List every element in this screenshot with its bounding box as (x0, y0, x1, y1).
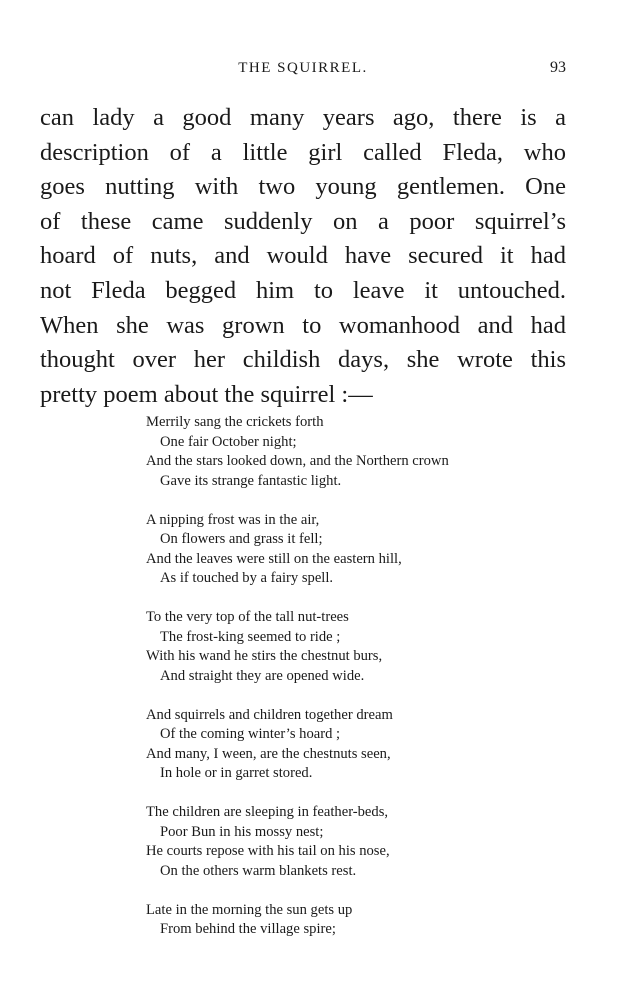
prose-line: can lady a good many years ago, there is a (40, 104, 566, 131)
poem-line: And squirrels and children together dream (146, 706, 393, 723)
poem-stanza (146, 608, 566, 686)
poem-line: With his wand he stirs the chestnut burs, (146, 648, 383, 664)
page-number: 93 (550, 59, 566, 76)
poem-line: One fair October night; (160, 433, 297, 450)
poem-line: On flowers and grass it fell; (160, 531, 323, 547)
prose-line: hoard of nuts, and would have secured it had (40, 242, 566, 270)
poem-line: He courts repose with his tail on his nose, (146, 843, 390, 859)
poem-line: The children are sleeping in feather-beds, (146, 804, 389, 820)
poem-line: Poor Bun in his mossy nest; (160, 823, 324, 840)
poem-line: To the very top of the tall nut-trees (146, 609, 349, 625)
prose-line: not Fleda begged him to leave it untouched. (40, 276, 566, 304)
poem-line: Gave its strange fantastic light. (160, 472, 342, 489)
poem-line: As if touched by a fairy spell. (160, 570, 334, 586)
prose-line: When she was grown to womanhood and had (40, 311, 566, 339)
poem-line: And straight they are opened wide. (160, 667, 365, 684)
poem-line: From behind the village spire; (160, 921, 336, 937)
prose-paragraph (40, 101, 566, 412)
poem-line: Late in the morning the sun gets up (146, 901, 353, 918)
poem-stanza (146, 511, 566, 589)
poem-line: The frost-king seemed to ride ; (160, 628, 341, 645)
prose-line: thought over her childish days, she wrote this (40, 346, 566, 374)
prose-line: pretty poem about the squirrel :— (40, 380, 373, 408)
poem-stanza (146, 901, 566, 940)
prose-line: goes nutting with two young gentlemen. One (40, 173, 566, 201)
running-head (40, 58, 566, 80)
poem-line: Of the coming winter’s hoard ; (160, 726, 341, 742)
running-title: THE SQUIRREL. (238, 60, 368, 76)
poem-line: In hole or in garret stored. (160, 765, 313, 781)
poem-line: And the leaves were still on the eastern hill, (146, 550, 402, 567)
poem-line: Merrily sang the crickets forth (146, 414, 324, 430)
poem (146, 413, 566, 959)
poem-line: A nipping frost was in the air, (146, 511, 320, 528)
prose-line: description of a little girl called Fleda, who (40, 138, 566, 166)
poem-line: And the stars looked down, and the Northern crown (146, 453, 449, 469)
poem-stanza (146, 706, 566, 784)
poem-stanza (146, 803, 566, 881)
poem-line: On the others warm blankets rest. (160, 862, 357, 879)
poem-line: And many, I ween, are the chestnuts seen, (146, 745, 391, 762)
poem-stanza (146, 413, 566, 491)
prose-line: of these came suddenly on a poor squirrel’s (40, 207, 566, 235)
